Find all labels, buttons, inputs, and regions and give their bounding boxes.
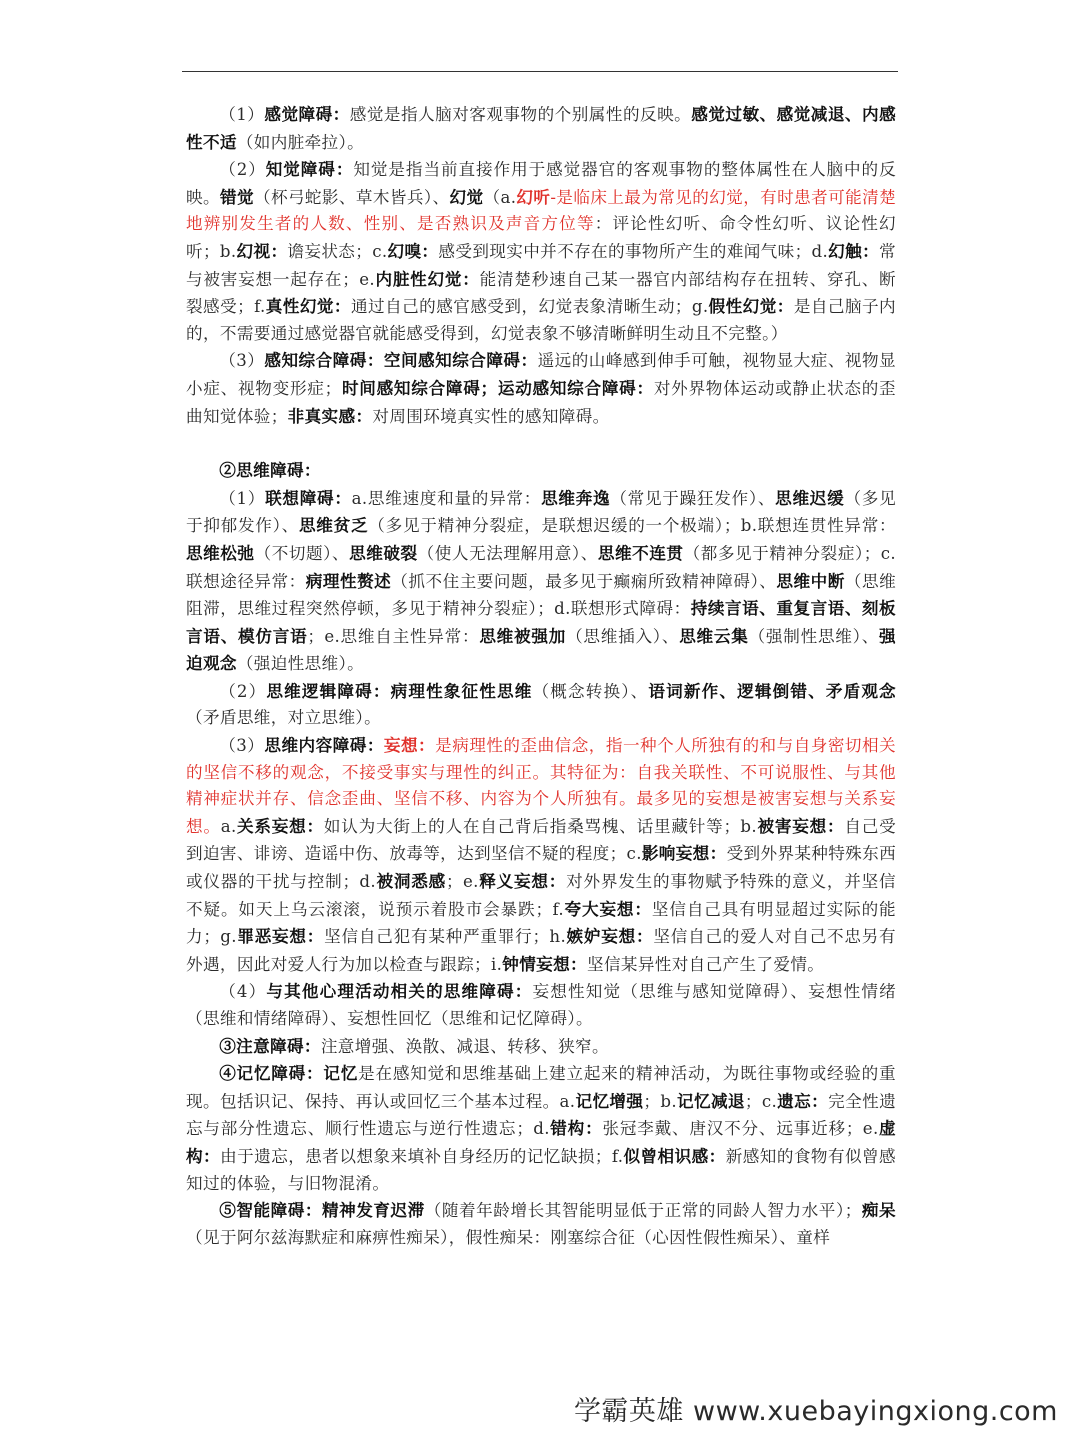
paragraph-attention: ③注意障碍：注意增强、涣散、减退、转移、狭窄。: [219, 1035, 609, 1056]
section-gap: [186, 430, 896, 457]
paragraph-perception: （2）知觉障碍：知觉是指当前直接作用于感觉器官的客观事物的整体属性在人脑中的反映。错觉（杯弓蛇影、草木皆兵）、幻觉（a.幻听-是临床上最为常见的幻觉，有时患者可能清楚地辨别发生者的人数、性别、是否熟识及声音方位等：评论性幻听、命令性幻听、议论性幻听；b.幻视：谵妄状态；c.幻嗅：感受到现实中并不存在的事物所产生的难闻气味；d.幻触：常与被害妄想一起存在；e.内脏性幻觉：能清楚秒速自己某一器官内部结构存在扭转、穿孔、断裂感受；f.真性幻觉：通过自己的感官感受到，幻觉表象清晰生动；g.假性幻觉：是自己脑子内的，不需要通过感觉器官就能感受得到，幻觉表象不够清晰鲜明生动且不完整。）: [186, 159, 897, 343]
paragraph-other-related: （4）与其他心理活动相关的思维障碍：妄想性知觉（思维与感知觉障碍）、妄想性情绪（思维和情绪障碍）、妄想性回忆（思维和记忆障碍）。: [186, 981, 897, 1028]
paragraph-perceptual-synthesis: （3）感知综合障碍：空间感知综合障碍：遥远的山峰感到伸手可触，视物显大症、视物显小症、视物变形症；时间感知综合障碍；运动感知综合障碍：对外界物体运动或静止状态的歪曲知觉体验；非真实感：对周围环境真实性的感知障碍。: [186, 350, 896, 426]
section-title-thinking: ②思维障碍：: [219, 460, 321, 481]
paragraph-logic: （2）思维逻辑障碍：病理性象征性思维（概念转换）、语词新作、逻辑倒错、矛盾观念（矛盾思维，对立思维）。: [186, 680, 897, 728]
paragraph-content: （3）思维内容障碍：妄想：是病理性的歪曲信念，指一种个人所独有的和与自身密切相关的坚信不移的观念，不接受事实与理性的纠正。其特征为：自我关联性、不可说服性、与其他精神症状并存、信念歪曲、坚信不移、内容为个人所独有。最多见的妄想是被害妄想与关系妄想。a.关系妄想：如认为大街上的人在自己背后指桑骂槐、话里藏针等；b.被害妄想：自己受到迫害、诽谤、造谣中伤、放毒等，达到坚信不疑的程度；c.影响妄想：受到外界某种特殊东西或仪器的干扰与控制；d.被洞悉感；e.释义妄想：对外界发生的事物赋予特殊的意义，并坚信不疑。如天上乌云滚滚，说预示着股市会暴跌；f.夸大妄想：坚信自己具有明显超过实际的能力；g.罪恶妄想：坚信自己犯有某种严重罪行；h.嫉妒妄想：坚信自己的爱人对自己不忠另有外遇，因此对爱人行为加以检查与跟踪；i.钟情妄想：坚信某异性对自己产生了爱情。: [186, 735, 897, 974]
header-rule: [182, 71, 898, 72]
paragraph-memory: ④记忆障碍：记忆是在感知觉和思维基础上建立起来的精神活动，为既往事物或经验的重现。包括识记、保持、再认或回忆三个基本过程。a.记忆增强；b.记忆减退；c.遗忘：完全性遗忘与部分性遗忘、顺行性遗忘与逆行性遗忘；d.错构：张冠李戴、唐汉不分、远事近移；e.虚构：由于遗忘，患者以想象来填补自身经历的记忆缺损；f.似曾相识感：新感知的食物有似曾感知过的体验，与旧物混淆。: [186, 1063, 897, 1193]
paragraph-sensation: （1）感觉障碍：感觉是指人脑对客观事物的个别属性的反映。感觉过敏、感觉减退、内感性不适（如内脏牵拉）。: [186, 104, 897, 152]
paragraph-intelligence: ⑤智能障碍：精神发育迟滞（随着年龄增长其智能明显低于正常的同龄人智力水平）；痴呆（见于阿尔兹海默症和麻痹性痴呆），假性痴呆：刚塞综合征（心因性假性痴呆）、童样: [186, 1200, 896, 1247]
document-body: [186, 101, 896, 1251]
paragraph-association: （1）联想障碍：a.思维速度和量的异常：思维奔逸（常见于躁狂发作）、思维迟缓（多见于抑郁发作）、思维贫乏（多见于精神分裂症，是联想迟缓的一个极端）；b.联想连贯性异常：思维松弛（不切题）、思维破裂（使人无法理解用意）、思维不连贯（都多见于精神分裂症）；c.联想途径异常：病理性赘述（抓不住主要问题，最多见于癫痫所致精神障碍）、思维中断（思维阻滞，思维过程突然停顿，多见于精神分裂症）；d.联想形式障碍：持续言语、重复言语、刻板言语、模仿言语；e.思维自主性异常：思维被强加（思维插入）、思维云集（强制性思维）、强迫观念（强迫性思维）。: [186, 487, 897, 674]
watermark: 学霸英雄 www.xuebayingxiong.com: [573, 1396, 1058, 1427]
